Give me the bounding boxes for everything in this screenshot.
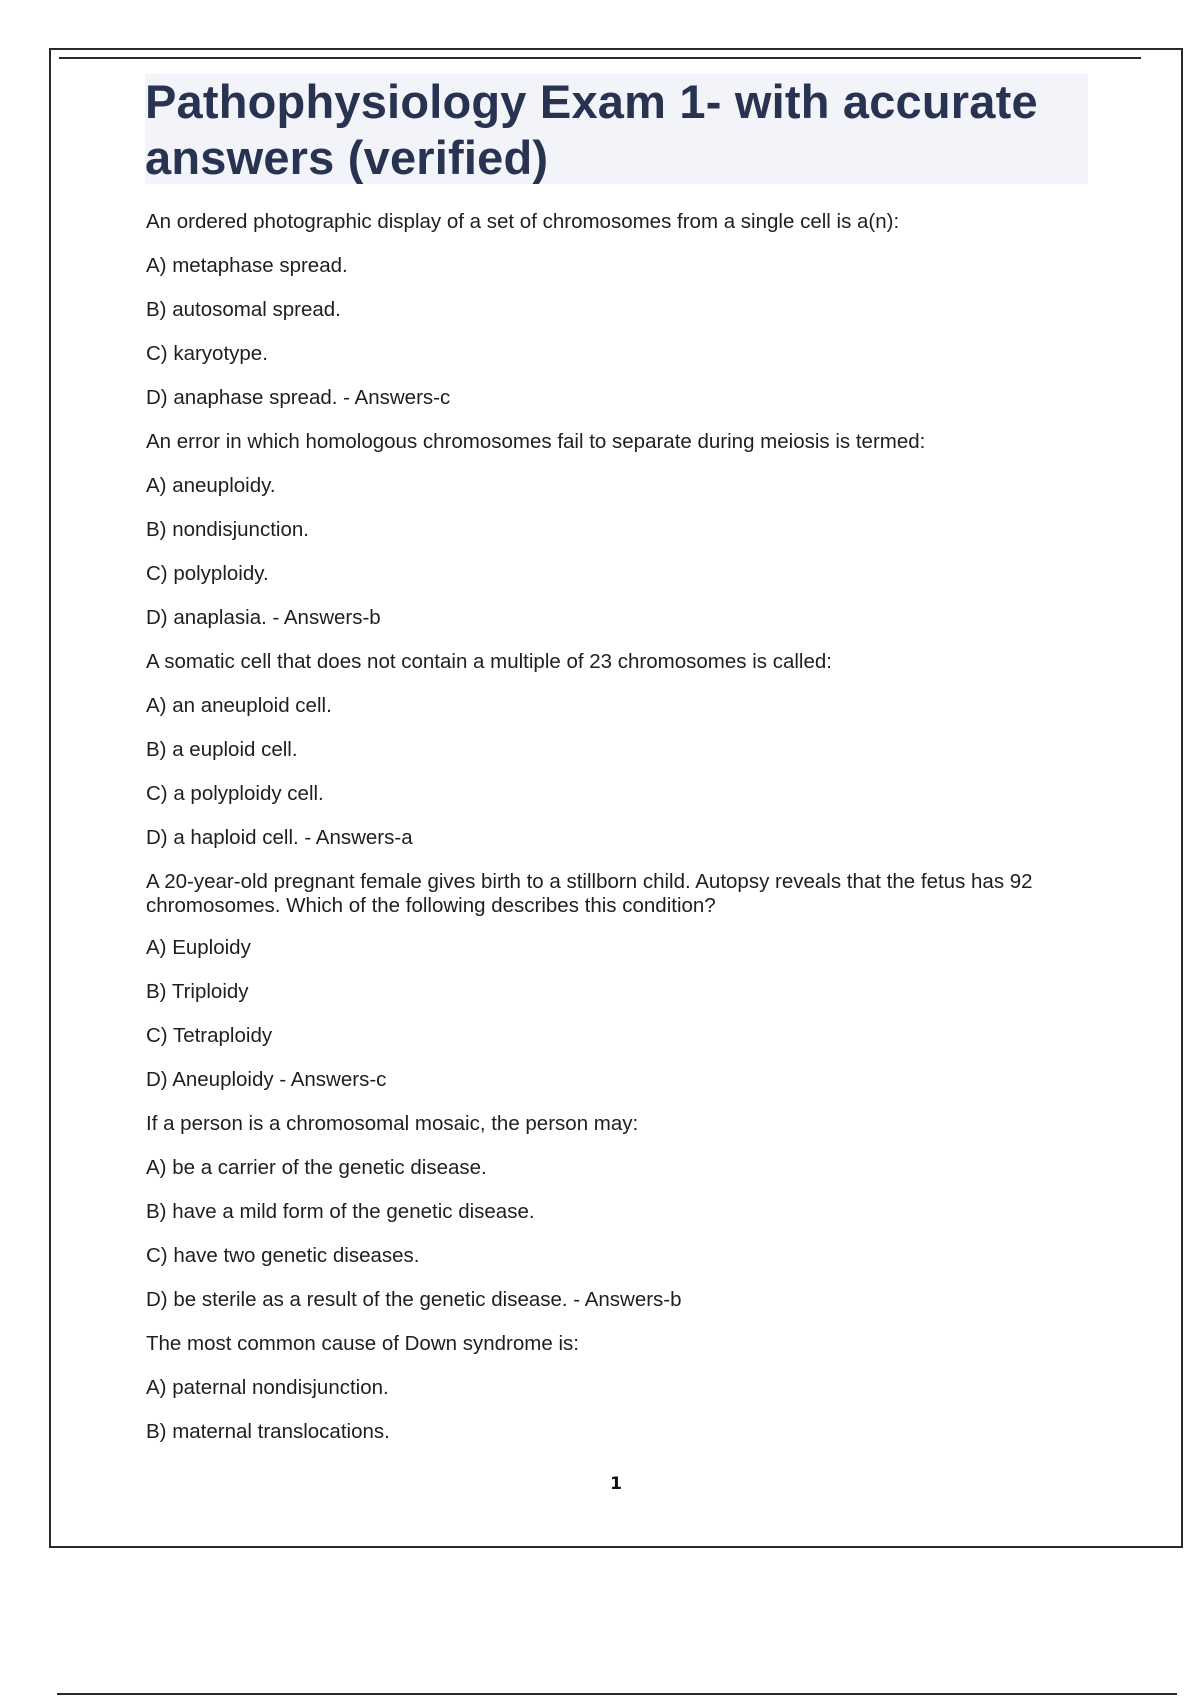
- answer-option: B) nondisjunction.: [146, 518, 309, 541]
- question-prompt: A somatic cell that does not contain a multiple of 23 chromosomes is called:: [146, 650, 832, 673]
- answer-option: A) aneuploidy.: [146, 474, 276, 497]
- answer-option: A) metaphase spread.: [146, 254, 348, 277]
- page-number: 1: [610, 1474, 622, 1494]
- answer-option: B) autosomal spread.: [146, 298, 341, 321]
- answer-option: A) an aneuploid cell.: [146, 694, 332, 717]
- answer-option: B) Triploidy: [146, 980, 249, 1003]
- title-box: [145, 74, 1088, 184]
- question-prompt: An error in which homologous chromosomes fail to separate during meiosis is termed:: [146, 430, 926, 453]
- top-rule: [59, 57, 1141, 59]
- answer-option: A) be a carrier of the genetic disease.: [146, 1156, 487, 1179]
- answer-option: D) anaphase spread. - Answers-c: [146, 386, 451, 409]
- answer-option: A) paternal nondisjunction.: [146, 1376, 389, 1399]
- question-prompt: The most common cause of Down syndrome is:: [146, 1332, 579, 1355]
- question-list: [146, 210, 1106, 1464]
- question-prompt: If a person is a chromosomal mosaic, the person may:: [146, 1112, 639, 1135]
- next-page-top-rule: [57, 1693, 1177, 1695]
- answer-option: B) a euploid cell.: [146, 738, 298, 761]
- answer-option: B) have a mild form of the genetic disease.: [146, 1200, 535, 1223]
- document-title: Pathophysiology Exam 1- with accurate answers (verified): [145, 75, 1038, 184]
- answer-option: C) a polyploidy cell.: [146, 782, 324, 805]
- answer-option: C) have two genetic diseases.: [146, 1244, 420, 1267]
- answer-option: D) anaplasia. - Answers-b: [146, 606, 381, 629]
- page-frame: [49, 48, 1183, 1548]
- question-prompt: A 20-year-old pregnant female gives birth to a stillborn child. Autopsy reveals that the fetus has 92 chromosomes. Which of the following describes this condition?: [146, 870, 1039, 917]
- answer-option: B) maternal translocations.: [146, 1420, 390, 1443]
- answer-option: C) karyotype.: [146, 342, 268, 365]
- answer-option: D) Aneuploidy - Answers-c: [146, 1068, 387, 1091]
- question-prompt: An ordered photographic display of a set of chromosomes from a single cell is a(n):: [146, 210, 900, 233]
- answer-option: D) a haploid cell. - Answers-a: [146, 826, 413, 849]
- answer-option: D) be sterile as a result of the genetic disease. - Answers-b: [146, 1288, 682, 1311]
- answer-option: C) Tetraploidy: [146, 1024, 273, 1047]
- answer-option: A) Euploidy: [146, 936, 251, 959]
- answer-option: C) polyploidy.: [146, 562, 269, 585]
